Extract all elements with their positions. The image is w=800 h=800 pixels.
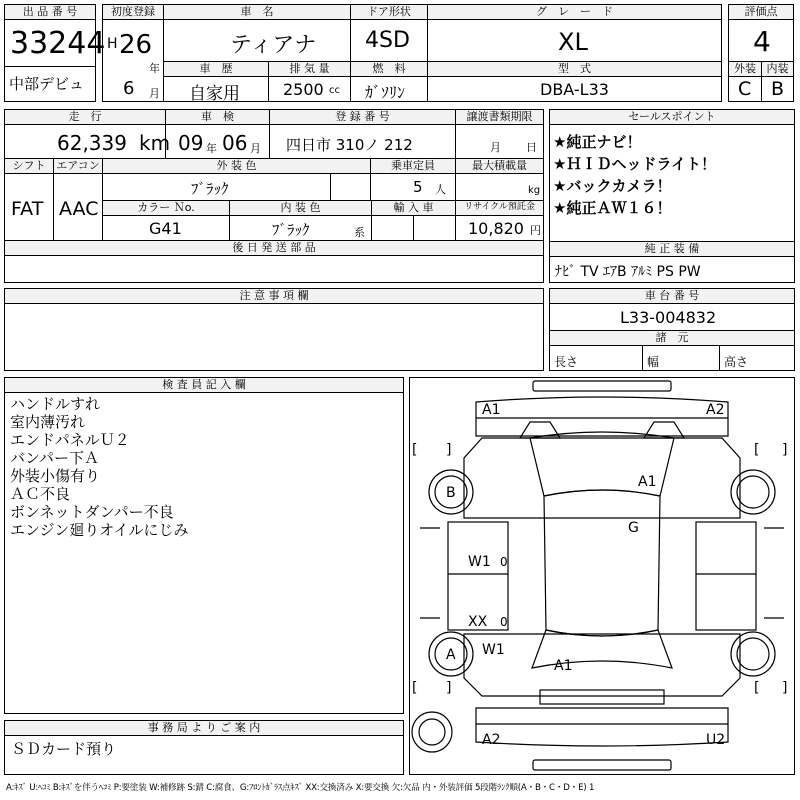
model-code: DBA-L33 xyxy=(540,80,609,99)
shift-label: シフト xyxy=(4,158,54,174)
equipment: ﾅﾋﾞ TV ｴｱB ｱﾙﾐ PS PW xyxy=(555,264,701,280)
model-label: 型 式 xyxy=(427,61,722,77)
regno-label: 登 録 番 号 xyxy=(269,109,456,125)
ext-grade: C xyxy=(738,78,752,100)
width-label: 幅 xyxy=(647,355,660,369)
mark-door-zero: 0 xyxy=(500,555,508,569)
reg-era: H xyxy=(107,36,118,52)
legend: A:ｷｽﾞ U:ﾍｺﾐ B:ｷｽﾞを伴うﾍｺﾐ P:要塗装 W:補修跡 S:錆 C:腐食、G:ﾌﾛﾝﾄｶﾞﾗｽ点ｷｽﾞ XX:交換済み X:要交換 欠:欠品 内・外装評価 5段階ﾗﾝｸ順(A・B・C・D・E) 1 xyxy=(6,783,595,793)
intcolor-label: 内 装 色 xyxy=(229,200,372,216)
bracket-close-right-rear: ] xyxy=(782,680,788,696)
ac-cell xyxy=(53,173,103,241)
reg-cell xyxy=(102,19,164,102)
displacement: 2500 xyxy=(283,80,324,99)
model-cell xyxy=(427,76,722,102)
lot-no-cell xyxy=(4,19,106,67)
car-diagram-svg xyxy=(410,378,794,774)
office-text: ＳＤカード預り xyxy=(11,740,117,758)
grade-cell xyxy=(427,19,722,62)
mileage: 62,339 xyxy=(57,131,127,155)
mark-rear-xx: XX xyxy=(468,614,488,630)
car-name: ティアナ xyxy=(230,33,317,58)
score-cell xyxy=(728,19,794,62)
inspector-line-4: バンパー下Ａ xyxy=(10,449,99,467)
equip-label: 純 正 装 備 xyxy=(549,241,795,257)
reg-label: 初度登録 xyxy=(102,4,164,20)
int-grade: B xyxy=(771,78,785,100)
score: 4 xyxy=(753,25,771,58)
length-label: 長さ xyxy=(554,355,579,369)
mark-front-right: A2 xyxy=(706,402,725,418)
transfer-day: 日 xyxy=(526,141,537,154)
capacity: 5 xyxy=(413,178,423,196)
reg-year: 26 xyxy=(119,30,153,60)
inspect-year: 09 xyxy=(178,131,204,155)
grade: XL xyxy=(558,28,588,56)
interior-color: ﾌﾞﾗｯｸ xyxy=(272,221,310,239)
ext-cell xyxy=(728,76,762,102)
mark-rear-right: U2 xyxy=(706,732,726,748)
door-label: ドア形状 xyxy=(350,4,428,20)
color-cell xyxy=(102,173,331,201)
shift: FAT xyxy=(11,198,44,220)
height-label: 高さ xyxy=(724,355,749,369)
ac-label: エアコン xyxy=(53,158,103,174)
mileage-unit: km xyxy=(139,131,171,155)
bracket-open-right-rear: [ xyxy=(754,680,760,696)
lot-no: 33244 xyxy=(10,26,106,61)
mark-rear-wheel: A xyxy=(446,647,456,663)
disp-cell xyxy=(268,76,351,102)
bracket-close-right: ] xyxy=(782,442,788,458)
history: 自家用 xyxy=(189,84,240,104)
load-unit: kg xyxy=(528,185,541,196)
mark-rear-w1: W1 xyxy=(482,642,505,658)
inspect-year-unit: 年 xyxy=(206,142,217,155)
car-diagram xyxy=(409,377,795,775)
bracket-open-right: [ xyxy=(754,442,760,458)
inspector-line-1: ハンドルすれ xyxy=(10,395,101,413)
chassis-number: L33-004832 xyxy=(620,308,717,327)
debut-cell xyxy=(4,66,96,102)
inspector-line-5: 外装小傷有り xyxy=(10,467,101,485)
disp-label: 排 気 量 xyxy=(268,61,351,77)
later-parts-cell xyxy=(4,255,544,283)
shift-cell xyxy=(4,173,54,241)
equip-cell xyxy=(549,256,795,283)
colorno-label: カラー Ｎo. xyxy=(102,200,230,216)
fuel: ｶﾞｿﾘﾝ xyxy=(365,83,406,102)
length-cell xyxy=(549,345,643,371)
chassis-cell xyxy=(549,303,795,331)
ext-label: 外装 xyxy=(728,61,762,77)
chassis-label: 車 台 番 号 xyxy=(549,288,795,304)
reg-number: 四日市 310ノ 212 xyxy=(286,136,413,154)
displacement-unit: cc xyxy=(329,85,340,96)
sales-cell xyxy=(549,124,795,242)
interior-color-unit: 系 xyxy=(354,226,365,239)
int-cell xyxy=(761,76,794,102)
office-cell xyxy=(4,735,404,775)
inspect-label: 車 検 xyxy=(165,109,270,125)
recycle-label: リサイクル預託金 xyxy=(455,200,544,216)
mark-trunk: A1 xyxy=(554,658,573,674)
height-cell xyxy=(719,345,795,371)
transfer-cell xyxy=(455,124,544,159)
door-type: 4SD xyxy=(365,28,410,53)
color-label: 外 装 色 xyxy=(102,158,371,174)
sales-point-2: ★ＨＩＤヘッドライト！ xyxy=(553,155,716,173)
inspector-line-6: ＡＣ不良 xyxy=(10,485,71,503)
load-label: 最大積載量 xyxy=(455,158,544,174)
capacity-cell xyxy=(370,173,456,201)
sales-label: セールスポイント xyxy=(549,109,795,125)
door-cell xyxy=(350,19,428,62)
regno-cell xyxy=(269,124,456,159)
fuel-label: 燃 料 xyxy=(350,61,428,77)
recycle-fee: 10,820 xyxy=(468,219,524,238)
notes-label: 注 意 事 項 欄 xyxy=(4,288,544,304)
color-cell-extra xyxy=(330,173,371,201)
sales-point-4: ★純正ＡＷ１６！ xyxy=(553,199,672,217)
later-parts-label: 後 日 発 送 部 品 xyxy=(4,240,544,256)
fuel-cell xyxy=(350,76,428,102)
inspector-line-3: エンドパネルＵ２ xyxy=(10,431,130,449)
bracket-open-left: [ xyxy=(412,442,418,458)
intcolor-cell xyxy=(229,215,372,241)
inspect-month: 06 xyxy=(222,131,248,155)
sales-point-3: ★バックカメラ！ xyxy=(553,177,672,195)
reg-month: 6 xyxy=(123,78,135,99)
score-label: 評価点 xyxy=(728,4,794,20)
colorno-cell xyxy=(102,215,230,241)
import-cell-b xyxy=(413,215,456,241)
history-cell xyxy=(163,76,269,102)
grade-label: グ レ ー ド xyxy=(427,4,722,20)
recycle-unit: 円 xyxy=(530,224,541,237)
color-number: G41 xyxy=(149,219,182,238)
capacity-label: 乗車定員 xyxy=(370,158,456,174)
width-cell xyxy=(642,345,720,371)
mark-door-w1: W1 xyxy=(468,554,491,570)
mark-front-wheel: B xyxy=(446,485,456,501)
transfer-label: 譲渡書類期限 xyxy=(455,109,544,125)
name-cell xyxy=(163,19,351,62)
inspector-cell xyxy=(4,392,404,714)
import-cell-a xyxy=(371,215,414,241)
aircon: AAC xyxy=(59,198,99,220)
mark-rear-left: A2 xyxy=(482,732,501,748)
bracket-close-left-rear: ] xyxy=(446,680,452,696)
mileage-cell xyxy=(4,124,171,159)
int-label: 内装 xyxy=(761,61,794,77)
capacity-unit: 人 xyxy=(435,183,446,196)
mark-hood: A1 xyxy=(638,474,657,490)
inspect-cell xyxy=(165,124,270,159)
name-label: 車 名 xyxy=(163,4,351,20)
inspect-month-unit: 月 xyxy=(250,142,261,155)
inspector-line-2: 室内薄汚れ xyxy=(10,413,86,431)
dims-label: 諸 元 xyxy=(549,330,795,346)
reg-year-unit: 年 xyxy=(149,62,160,75)
body-color: ﾌﾞﾗｯｸ xyxy=(191,180,229,198)
inspector-label: 検 査 員 記 入 欄 xyxy=(4,377,404,393)
debut-text: 中部デビュ xyxy=(9,75,85,93)
recycle-cell xyxy=(455,215,544,241)
office-label: 事 務 局 よ り ご 案 内 xyxy=(4,720,404,736)
sales-point-1: ★純正ナビ！ xyxy=(553,133,642,151)
notes-cell xyxy=(4,303,544,371)
load-cell xyxy=(455,173,544,201)
reg-month-unit: 月 xyxy=(149,87,160,100)
history-label: 車 歴 xyxy=(163,61,269,77)
lot-no-label: 出 品 番 号 xyxy=(4,4,96,20)
transfer-month: 月 xyxy=(490,141,501,154)
bracket-close-left: ] xyxy=(446,442,452,458)
mileage-label: 走 行 xyxy=(4,109,166,125)
mark-roof: G xyxy=(628,520,639,536)
mark-front-left: A1 xyxy=(482,402,501,418)
mark-rear-zero: 0 xyxy=(500,615,508,629)
inspector-line-8: エンジン廻りオイルにじみ xyxy=(10,521,189,539)
bracket-open-left-rear: [ xyxy=(412,680,418,696)
inspector-line-7: ボンネットダンパー不良 xyxy=(10,503,174,521)
import-label: 輸 入 車 xyxy=(371,200,456,216)
